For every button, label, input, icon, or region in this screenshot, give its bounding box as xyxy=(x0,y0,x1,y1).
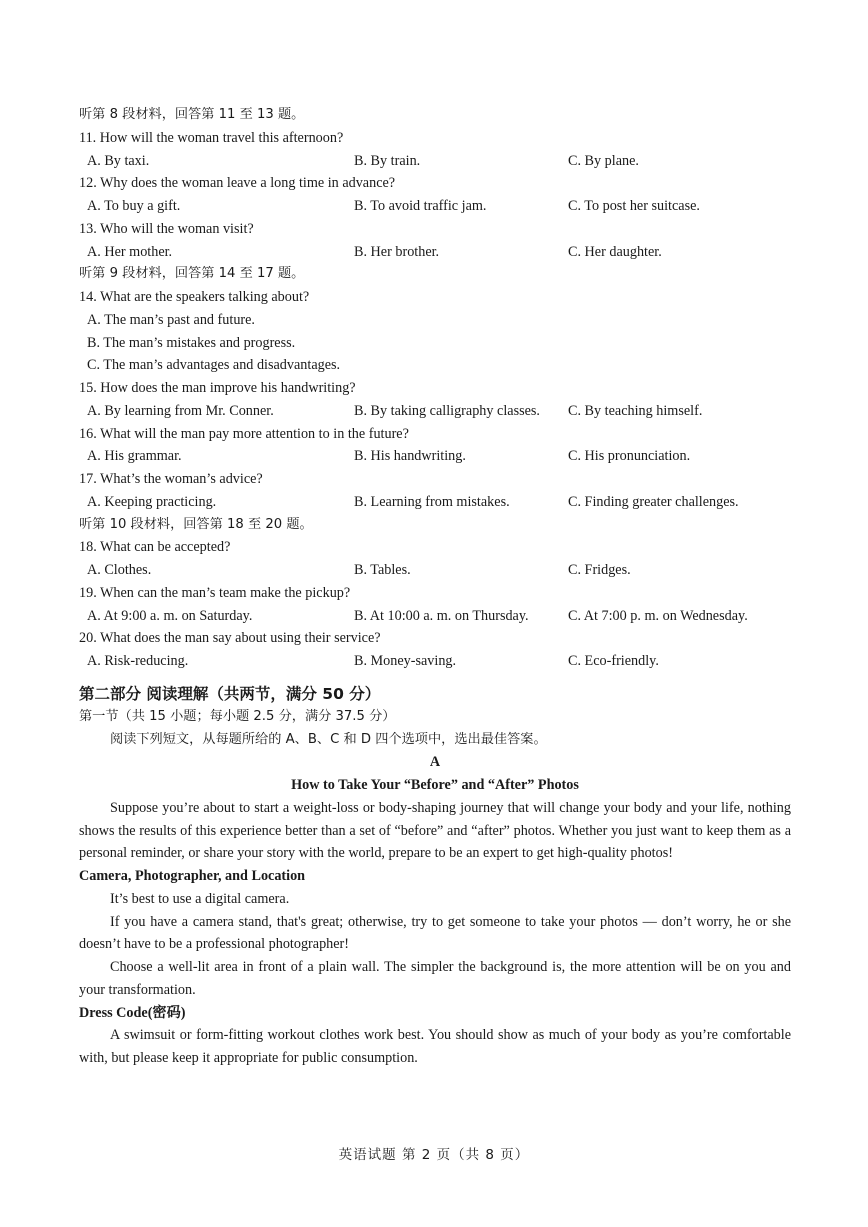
question-12-options xyxy=(79,195,791,218)
option-c: C. His pronunciation. xyxy=(568,448,691,465)
option-a: A. Clothes. xyxy=(87,562,152,578)
question-11-options xyxy=(79,150,791,173)
option-c: C. By teaching himself. xyxy=(568,402,703,419)
question-16-options xyxy=(79,445,791,468)
subheading-dress-code: Dress Code(密码) xyxy=(79,1004,186,1021)
option-c: C. By plane. xyxy=(568,152,639,169)
subheading-camera: Camera, Photographer, and Location xyxy=(79,868,306,884)
passage-title: How to Take Your “Before” and “After” Photos xyxy=(291,777,579,793)
option-c: C. Her daughter. xyxy=(568,243,662,260)
option-c: C. To post her suitcase. xyxy=(568,198,700,214)
passage-paragraph-2: It’s best to use a digital camera. xyxy=(110,890,290,907)
section-8-intro: 听第 8 段材料，回答第 11 至 13 题。 xyxy=(79,107,305,122)
question-13-options xyxy=(79,241,791,264)
passage-paragraph-4: Choose a well-lit area in front of a plain wall. The simpler the background is, the more attention will be on you and your transformation. xyxy=(79,959,791,998)
option-a: A. By learning from Mr. Conner. xyxy=(87,402,274,419)
reading-instructions: 阅读下列短文，从每题所给的 A、B、C 和 D 四个选项中，选出最佳答案。 xyxy=(110,731,547,747)
page-content xyxy=(79,104,791,1070)
option-a: A. His grammar. xyxy=(87,448,182,465)
option-c: C. Finding greater challenges. xyxy=(568,493,739,510)
part-two-title: 第二部分 阅读理解（共两节，满分 50 分） xyxy=(79,684,381,703)
option-b: B. By taking calligraphy classes. xyxy=(354,402,540,419)
question-13-stem: 13. Who will the woman visit? xyxy=(79,220,254,237)
section-one-title: 第一节（共 15 小题；每小题 2.5 分，满分 37.5 分） xyxy=(79,708,396,724)
passage-paragraph-3: If you have a camera stand, that's great; otherwise, try to get someone to take your photos — don’t worry, he or she doesn’t have to be a professional photographer! xyxy=(79,913,791,953)
option-a: A. The man’s past and future. xyxy=(87,311,255,328)
section-9-intro: 听第 9 段材料，回答第 14 至 17 题。 xyxy=(79,266,305,282)
option-a: A. Risk-reducing. xyxy=(87,653,189,669)
question-14-stem: 14. What are the speakers talking about? xyxy=(79,289,310,305)
option-a: A. Her mother. xyxy=(87,243,173,260)
question-16-stem: 16. What will the man pay more attention to in the future? xyxy=(79,425,409,442)
question-20-options xyxy=(79,650,791,673)
page-footer: 英语试题 第 2 页（共 8 页） xyxy=(338,1147,530,1163)
question-15-stem: 15. How does the man improve his handwriting? xyxy=(79,380,356,396)
option-c: C. Eco-friendly. xyxy=(568,653,659,669)
question-17-stem: 17. What’s the woman’s advice? xyxy=(79,471,263,487)
option-a: A. Keeping practicing. xyxy=(87,493,217,510)
section-10-intro: 听第 10 段材料，回答第 18 至 20 题。 xyxy=(79,516,313,532)
option-b: B. At 10:00 a. m. on Thursday. xyxy=(354,607,529,624)
question-17-options xyxy=(79,491,791,514)
option-b: B. Money-saving. xyxy=(354,653,457,669)
option-b: B. To avoid traffic jam. xyxy=(354,198,487,214)
option-a: A. To buy a gift. xyxy=(87,198,181,214)
option-b: B. The man’s mistakes and progress. xyxy=(87,334,296,351)
question-20-stem: 20. What does the man say about using their service? xyxy=(79,630,381,647)
passage-paragraph-5: A swimsuit or form-fitting workout clothes work best. You should show as much of your body as you’re comfortable with, but please keep it appropriate for public consumption. xyxy=(79,1027,791,1066)
option-a: A. At 9:00 a. m. on Saturday. xyxy=(87,607,253,624)
option-a: A. By taxi. xyxy=(87,152,150,169)
option-c: C. Fridges. xyxy=(568,562,631,578)
question-18-options xyxy=(79,559,791,582)
question-11-stem: 11. How will the woman travel this afternoon? xyxy=(79,129,344,146)
question-18-stem: 18. What can be accepted? xyxy=(79,539,231,556)
option-b: B. His handwriting. xyxy=(354,448,466,465)
passage-letter: A xyxy=(429,754,441,771)
question-12-stem: 12. Why does the woman leave a long time in advance? xyxy=(79,175,396,192)
option-b: B. Her brother. xyxy=(354,243,440,260)
option-c: C. The man’s advantages and disadvantages. xyxy=(87,357,341,374)
question-19-options xyxy=(79,605,791,628)
question-19-stem: 19. When can the man’s team make the pickup? xyxy=(79,584,351,601)
option-b: B. By train. xyxy=(354,152,421,169)
passage-paragraph-1: Suppose you’re about to start a weight-loss or body-shaping journey that will change your body and your life, nothing shows the results of this experience better than a set of “before” and “after” photos. Whether you just want to keep them as a personal reminder, or share your story with the world, prepare to be an expert to get high-quality photos! xyxy=(79,799,791,862)
option-b: B. Tables. xyxy=(354,562,411,578)
question-15-options xyxy=(79,400,791,423)
option-b: B. Learning from mistakes. xyxy=(354,493,510,510)
option-c: C. At 7:00 p. m. on Wednesday. xyxy=(568,607,748,624)
